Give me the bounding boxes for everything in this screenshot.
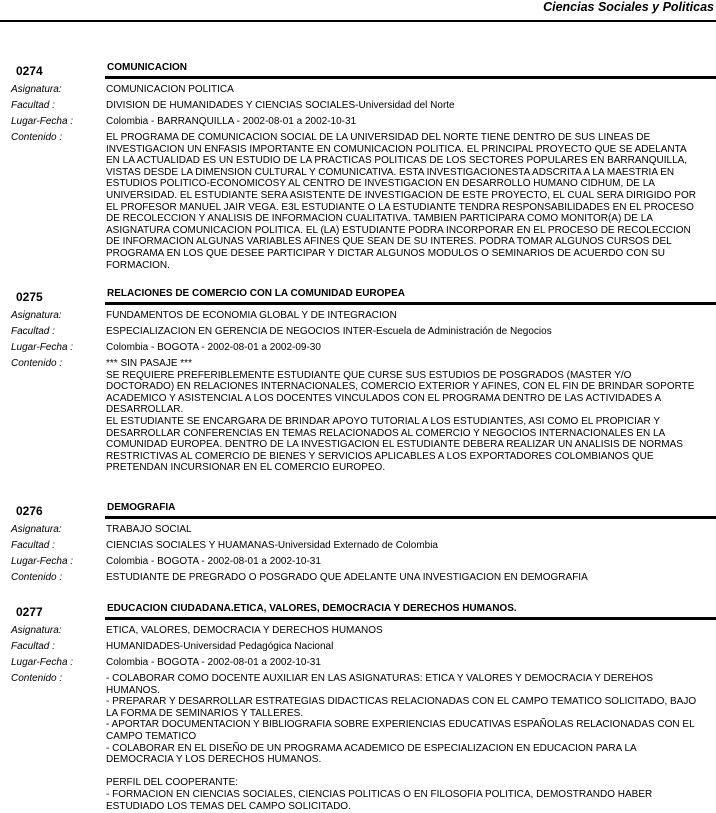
asignatura-label: Asignatura: [11, 84, 62, 95]
facultad-label: Facultad : [11, 326, 55, 337]
contenido-value: EL PROGRAMA DE COMUNICACION SOCIAL DE LA UNIVERSIDAD DEL NORTE TIENE DENTRO DE SUS LINEAS DE INVESTIGACION UN ENFASIS IMPORTANTE EN COMUNICACION POLITICA. EL PRINCIPAL PROYECTO QUE SE ADELANTA EN LA ACTUALIDAD ES UN ESTUDIO DE LA PRACTICAS POLITICAS DE LOS SECTORES POPULARES EN BARRANQUILLA, VISTAS DESDE LA DIMENSION CULTURAL Y COMUNICATIVA. ESTA INVESTIGACIONESTA ADSCRITA A LA MAESTRIA EN ESTUDIOS POLITICO-ECONOMICOSY AL CENTRO DE INVESTIGACION EN DESARROLLO HUMANO CIDHUM, DE LA UNIVERSIDAD. EL ESTUDIANTE SERA ASISTENTE DE INVESTIGACION DE ESTE PROYECTO, EL CUAL SERA DIRIGIDO POR EL PROFESOR MANUEL JAIR VEGA. E3L ESTUDIANTE O LA ESTUDIANTE TENDRA RESPONSABILIDADES EN EL PROCESO DE RECOLECCION Y ANALISIS DE INFORMACION CUALITATIVA. TAMBIEN PARTICIPARA COMO MONITOR(A) DE LA ASIGNATURA COMUNICACION POLITICA. EL (LA) ESTUDIANTE PODRA INCORPORAR EN EL PROCESO DE RECOLECCION DE INFORMACION ALGUNAS VARIABLES AFINES QUE SEAN DE SU INTERES. PODRA TOMAR ALGUNOS CURSOS DEL PROGRAMA EN LOS QUE DESEE PARTICIPAR Y DICTAR ALGUNOS MODULOS O SEMINARIOS DE ACUERDO CON SU FORMACION. [106, 132, 696, 271]
contenido-label: Contenido : [11, 572, 63, 583]
title-divider [105, 516, 716, 519]
record-code: 0274 [16, 64, 43, 78]
title-divider [105, 617, 716, 620]
asignatura-value: ETICA, VALORES, DEMOCRACIA Y DERECHOS HUMANOS [106, 625, 383, 636]
record-title: COMUNICACION [107, 62, 187, 73]
record-code: 0275 [16, 290, 43, 304]
contenido-value: *** SIN PASAJE *** SE REQUIERE PREFERIBLEMENTE ESTUDIANTE QUE CURSE SUS ESTUDIOS DE POSGRADOS (MASTER Y/O DOCTORADO) EN RELACIONES INTERNACIONALES, COMERCIO EXTERIOR Y AFINES, CON EL FIN DE BRINDAR SOPORTE ACADEMICO Y ASISTENCIAL A LOS DOCENTES VINCULADOS CON EL PROGRAMA DENTRO DE LAS ACTIVIDADES A DESARROLLAR. EL ESTUDIANTE SE ENCARGARA DE BRINDAR APOYO TUTORIAL A LOS ESTUDIANTES, ASI COMO EL PROPICIAR Y DESARROLLAR CONFERENCIAS EN TEMAS RELACIONADOS AL COMERCIO Y NEGOCIOS INTERNACIONALES EN LA COMUNIDAD EUROPEA. DENTRO DE LA INVESTIGACION EL ESTUDIANTE DEBERA REALIZAR UN ANALISIS DE NORMAS RESTRICTIVAS AL COMERCIO DE BIENES Y SERVICIOS APLICABLES A LOS EXPORTADORES COLOMBIANOS QUE PRETENDAN INCURSIONAR EN EL COMERCIO EUROPEO. [106, 358, 695, 474]
page-header-title: Ciencias Sociales y Politicas [543, 0, 714, 14]
asignatura-label: Asignatura: [11, 625, 62, 636]
record-title: DEMOGRAFIA [107, 502, 176, 513]
header-divider [0, 20, 716, 22]
facultad-label: Facultad : [11, 540, 55, 551]
facultad-value: ESPECIALIZACION EN GERENCIA DE NEGOCIOS INTER-Escuela de Administración de Negocios [106, 326, 552, 337]
contenido-label: Contenido : [11, 358, 63, 369]
asignatura-value: TRABAJO SOCIAL [106, 524, 192, 535]
facultad-value: HUMANIDADES-Universidad Pedagógica Nacional [106, 641, 334, 652]
asignatura-value: COMUNICACION POLITICA [106, 84, 234, 95]
record-code: 0277 [16, 605, 43, 619]
title-divider [105, 302, 716, 305]
lugar-fecha-value: Colombia - BOGOTA - 2002-08-01 a 2002-10-31 [106, 657, 321, 668]
lugar-fecha-value: Colombia - BOGOTA - 2002-08-01 a 2002-10-31 [106, 556, 321, 567]
lugar-fecha-label: Lugar-Fecha : [11, 116, 74, 127]
asignatura-value: FUNDAMENTOS DE ECONOMIA GLOBAL Y DE INTEGRACION [106, 310, 397, 321]
lugar-fecha-label: Lugar-Fecha : [11, 556, 74, 567]
record-code: 0276 [16, 504, 43, 518]
title-divider [105, 76, 716, 79]
record-title: RELACIONES DE COMERCIO CON LA COMUNIDAD EUROPEA [107, 288, 405, 299]
lugar-fecha-label: Lugar-Fecha : [11, 657, 74, 668]
facultad-value: DIVISION DE HUMANIDADES Y CIENCIAS SOCIALES-Universidad del Norte [106, 100, 455, 111]
lugar-fecha-label: Lugar-Fecha : [11, 342, 74, 353]
lugar-fecha-value: Colombia - BARRANQUILLA - 2002-08-01 a 2002-10-31 [106, 116, 357, 127]
contenido-value: - COLABORAR COMO DOCENTE AUXILIAR EN LAS ASIGNATURAS: ETICA Y VALORES Y DEMOCRACIA Y DEREHOS HUMANOS. - PREPARAR Y DESARROLLAR ESTRATEGIAS DIDACTICAS RELACIONADAS CON EL CAMPO TEMATICO SOLICITADO, BAJO LA FORMA DE SEMINARIOS Y TALLERES. - APORTAR DOCUMENTACION Y BIBLIOGRAFIA SOBRE EXPERIENCIAS EDUCATIVAS ESPAÑOLAS RELACIONADAS CON EL CAMPO TEMATICO - COLABORAR EN EL DISEÑO DE UN PROGRAMA ACADEMICO DE ESPECIALIZACION EN EDUCACION PARA LA DEMOCRACIA Y LOS DERECHOS HUMANOS. PERFIL DEL COOPERANTE: - FORMACION EN CIENCIAS SOCIALES, CIENCIAS POLITICAS O EN FILOSOFIA POLITICA, DEMOSTRANDO HABER ESTUDIADO LOS TEMAS DEL CAMPO SOLICITADO. [106, 673, 697, 812]
facultad-value: CIENCIAS SOCIALES Y HUAMANAS-Universidad Externado de Colombia [106, 540, 438, 551]
contenido-label: Contenido : [11, 132, 63, 143]
lugar-fecha-value: Colombia - BOGOTA - 2002-08-01 a 2002-09-30 [106, 342, 321, 353]
record-title: EDUCACION CIUDADANA.ETICA, VALORES, DEMOCRACIA Y DERECHOS HUMANOS. [107, 603, 517, 614]
asignatura-label: Asignatura: [11, 310, 62, 321]
contenido-value: ESTUDIANTE DE PREGRADO O POSGRADO QUE ADELANTE UNA INVESTIGACION EN DEMOGRAFIA [106, 572, 588, 583]
contenido-label: Contenido : [11, 673, 63, 684]
facultad-label: Facultad : [11, 641, 55, 652]
asignatura-label: Asignatura: [11, 524, 62, 535]
facultad-label: Facultad : [11, 100, 55, 111]
